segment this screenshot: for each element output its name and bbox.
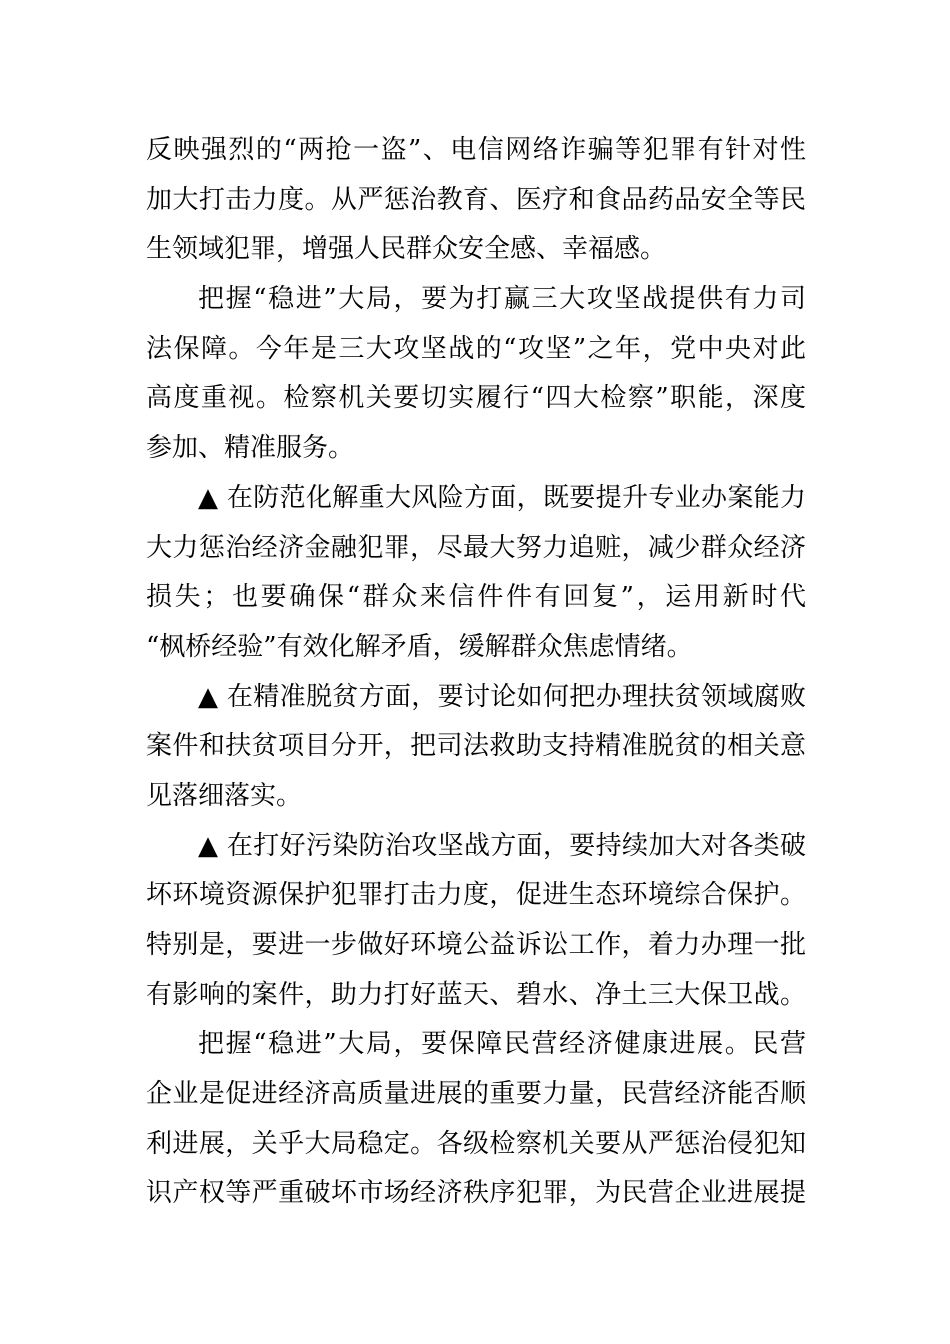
text-line: 特别是，要进一步做好环境公益诉讼工作，着力办理一批	[146, 930, 806, 960]
text-line: 有影响的案件，助力打好蓝天、碧水、净土三大保卫战。	[146, 979, 806, 1010]
text-line: 见落细落实。	[146, 780, 303, 811]
text-line: 法保障。今年是三大攻坚战的“攻坚”之年，党中央对此	[146, 333, 806, 364]
text-line: 利进展，关乎大局稳定。各级检察机关要从严惩治侵犯知	[146, 1128, 806, 1159]
text-line: “枫桥经验”有效化解矛盾，缓解群众焦虑情绪。	[146, 631, 693, 662]
text-line: 反映强烈的“两抢一盗”、电信网络诈骗等犯罪有针对性	[146, 135, 806, 165]
text-line: 案件和扶贫项目分开，把司法救助支持精准脱贫的相关意	[146, 731, 806, 762]
text-line: 加大打击力度。从严惩治教育、医疗和食品药品安全等民	[146, 184, 806, 215]
text-line: 参加、精准服务。	[146, 433, 355, 464]
text-line: 生领域犯罪，增强人民群众安全感、幸福感。	[146, 234, 667, 265]
text-line: 把握“稳进”大局，要为打赢三大攻坚战提供有力司	[198, 284, 806, 315]
text-line: 坏环境资源保护犯罪打击力度，促进生态环境综合保护。	[146, 880, 806, 911]
text-line: ▲ 在精准脱贫方面，要讨论如何把办理扶贫领域腐败	[198, 681, 806, 712]
text-line: 损失；也要确保“群众来信件件有回复”，运用新时代	[146, 582, 806, 613]
document-body	[146, 126, 806, 1219]
text-line: 识产权等严重破坏市场经济秩序犯罪，为民营企业进展提	[146, 1178, 806, 1209]
text-line: ▲ 在打好污染防治攻坚战方面，要持续加大对各类破	[198, 830, 806, 861]
text-line: ▲ 在防范化解重大风险方面，既要提升专业办案能力	[198, 482, 806, 513]
text-line: 大力惩治经济金融犯罪，尽最大努力追赃，减少群众经济	[146, 532, 806, 563]
text-line: 企业是促进经济高质量进展的重要力量，民营经济能否顺	[146, 1079, 806, 1110]
text-line: 高度重视。检察机关要切实履行“四大检察”职能，深度	[146, 383, 806, 414]
text-line: 把握“稳进”大局，要保障民营经济健康进展。民营	[198, 1029, 806, 1060]
